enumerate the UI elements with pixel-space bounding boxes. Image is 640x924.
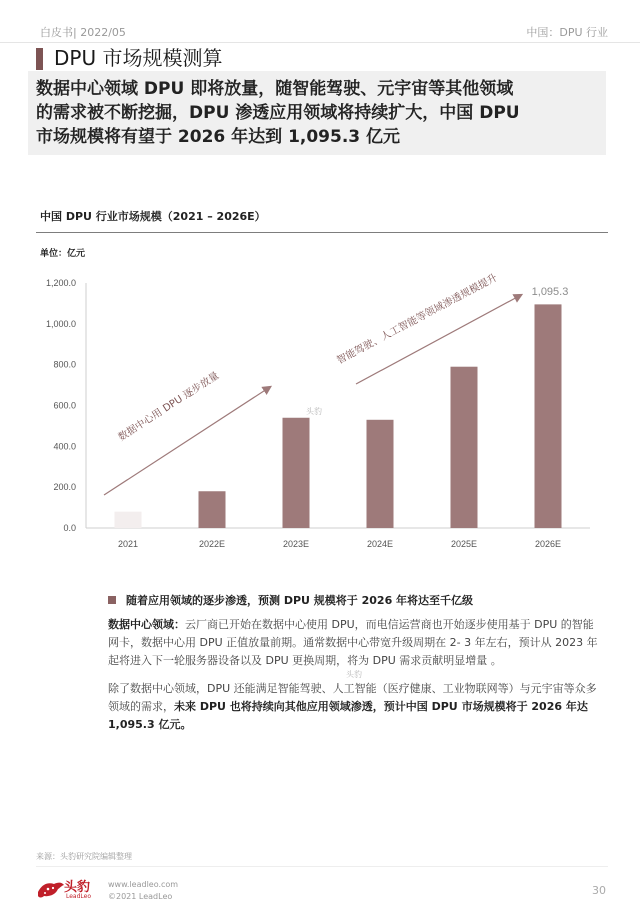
y-tick-label: 200.0 xyxy=(53,482,76,493)
chart-title: 中国 DPU 行业市场规模（2021 – 2026E） xyxy=(40,210,266,223)
y-tick-label: 400.0 xyxy=(53,441,76,452)
summary-line-3: 市场规模将有望于 2026 年达到 1,095.3 亿元 xyxy=(36,127,401,147)
bar-2023e xyxy=(283,418,310,528)
bar-2025e xyxy=(451,367,478,528)
x-axis-labels xyxy=(118,539,561,549)
trend-label-1: 数据中心用 DPU 逐步放量 xyxy=(116,370,222,444)
trend-label-2: 智能驾驶、人工智能等领域渗透规模提升 xyxy=(335,272,500,367)
trend-arrow-1 xyxy=(104,387,270,495)
x-tick-label-2026e: 2026E xyxy=(534,539,562,549)
bar-2021 xyxy=(115,512,142,528)
summary-line-2: 的需求被不断挖掘，DPU 渗透应用领域将持续扩大，中国 DPU xyxy=(36,103,520,123)
paragraph-datacenter-lead: 数据中心领域： xyxy=(108,618,185,631)
paragraph-datacenter xyxy=(108,616,602,670)
bullet-square xyxy=(108,596,116,604)
x-tick-label-2022e: 2022E xyxy=(198,539,226,549)
summary-line-1: 数据中心领域 DPU 即将放量，随智能驾驶、元宇宙等其他领域 xyxy=(36,79,514,99)
header-right: 中国：DPU 行业 xyxy=(526,26,608,39)
summary-box xyxy=(28,71,606,155)
x-tick-label-2021: 2021 xyxy=(117,539,139,549)
header-divider xyxy=(0,42,640,43)
y-tick-label: 1,200.0 xyxy=(45,278,76,288)
y-axis-ticks xyxy=(46,278,76,533)
watermark-chart: 头豹 xyxy=(306,407,322,416)
footer-url[interactable] xyxy=(108,879,178,903)
bar-2024e xyxy=(367,420,394,528)
x-tick-label-2023e: 2023E xyxy=(282,539,310,549)
paragraph-other-fields xyxy=(108,680,602,734)
paragraph-other-body: 除了数据中心领域，DPU 还能满足智能驾驶、人工智能（医疗健康、工业物联网等）与元宇宙等众多领域的需求， xyxy=(108,682,597,713)
y-tick-label: 800.0 xyxy=(53,359,76,370)
watermark-text: 头豹 xyxy=(346,670,362,679)
bar-group xyxy=(115,304,562,528)
paragraph-datacenter-body: 云厂商已开始在数据中心使用 DPU，而电信运营商也开始逐步使用基于 DPU 的智能网卡，数据中心用 DPU 正值放量前期。通常数据中心带宽升级周期在 2- 3 年左右，预计从 2023 年起将进入下一轮服务器设备以及 DPU 更换周期，将为 DPU 需求贡献明显增量 。 xyxy=(108,618,598,667)
logo-text-cn: 头豹 xyxy=(64,880,91,895)
footer-divider xyxy=(36,866,608,867)
bullet-text: 随着应用领域的逐步渗透，预测 DPU 规模将于 2026 年将达至千亿级 xyxy=(126,594,474,607)
chart-unit-label: 单位：亿元 xyxy=(40,249,86,259)
bar-2022e xyxy=(199,491,226,528)
x-tick-label-2025e: 2025E xyxy=(450,539,478,549)
title-accent-bar xyxy=(36,48,43,70)
bar-2026e xyxy=(535,304,562,528)
footer-url-text[interactable]: www.leadleo.com xyxy=(108,880,179,889)
footer-copyright: ©2021 LeadLeo xyxy=(108,892,173,901)
market-size-bar-chart xyxy=(0,260,640,560)
page-number: 30 xyxy=(592,884,606,897)
y-tick-label: 1,000.0 xyxy=(45,318,76,329)
data-label-2026e: 1,095.3 xyxy=(531,286,569,298)
page-title: DPU 市场规模测算 xyxy=(54,46,223,70)
chart-title-divider xyxy=(36,232,608,233)
header-left: 白皮书| 2022/05 xyxy=(40,26,126,39)
logo-text-en: LeadLeo xyxy=(66,893,92,900)
y-tick-label: 0.0 xyxy=(63,523,76,533)
paragraph-other-bold: 未来 DPU 也将持续向其他应用领域渗透，预计中国 DPU 市场规模将于 2026 年达 1,095.3 亿元。 xyxy=(108,700,588,731)
source-note: 来源：头豹研究院编辑整理 xyxy=(36,852,132,861)
y-tick-label: 600.0 xyxy=(53,400,76,411)
leopard-logo-icon xyxy=(36,876,66,900)
x-tick-label-2024e: 2024E xyxy=(366,539,394,549)
